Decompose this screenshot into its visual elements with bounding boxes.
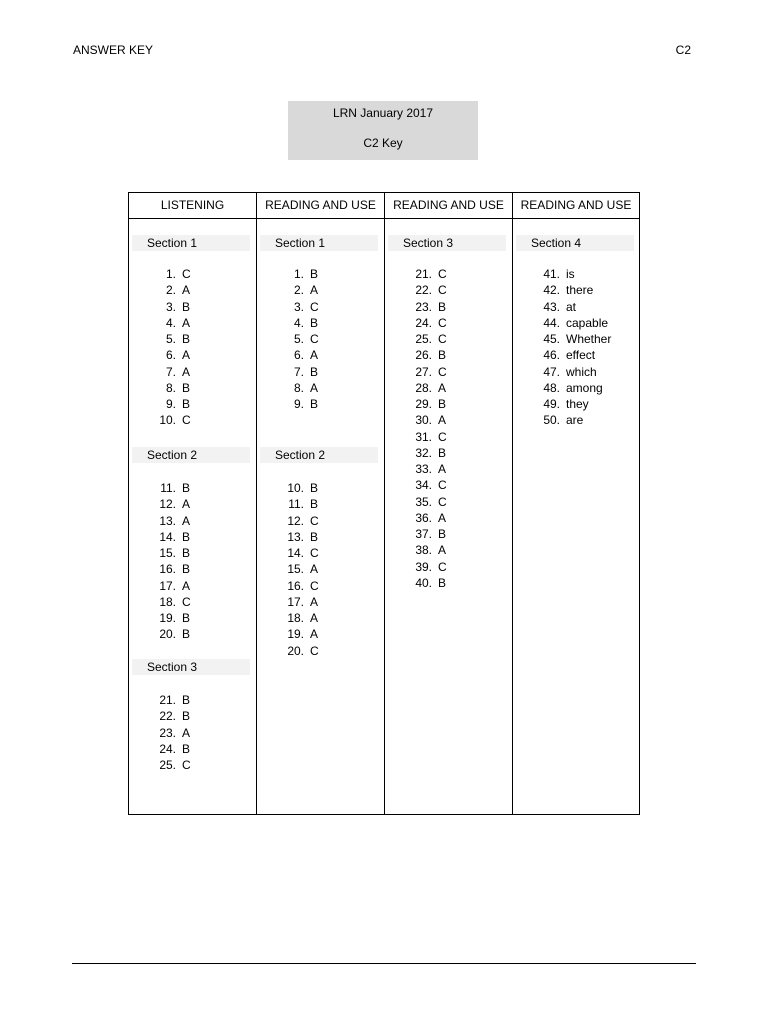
answer-row (129, 364, 249, 380)
question-number: 49. (543, 397, 560, 411)
answer-value: C (182, 758, 191, 772)
answer-row (129, 578, 249, 594)
question-number: 8. (293, 380, 304, 395)
answer-row (129, 331, 249, 347)
question-number: 10. (159, 413, 176, 428)
question-number: 6. (293, 348, 304, 363)
answer-value: C (438, 332, 447, 346)
answer-value: A (182, 578, 191, 593)
answer-value: C (438, 494, 447, 509)
answer-row (129, 561, 249, 577)
answer-row (257, 545, 377, 561)
answer-row (129, 266, 249, 282)
answer-row (257, 643, 377, 659)
answer-row (129, 757, 249, 773)
column-heading: READING AND USE (513, 193, 639, 219)
question-number: 16. (159, 562, 176, 577)
answer-list (513, 266, 633, 429)
answer-row (129, 396, 249, 412)
answer-row (385, 494, 505, 510)
answer-value: A (438, 380, 447, 395)
question-number: 12. (159, 497, 176, 512)
header-right-text: C2 (675, 43, 691, 57)
answer-row (257, 496, 377, 512)
answer-value: A (438, 413, 447, 428)
answer-value: A (438, 510, 447, 525)
answer-list (129, 266, 249, 429)
answer-row (513, 364, 633, 380)
question-number: 5. (293, 332, 304, 346)
question-number: 42. (543, 283, 560, 298)
answer-row (129, 529, 249, 545)
question-number: 46. (543, 348, 560, 363)
answer-row (513, 282, 633, 298)
answer-row (385, 315, 505, 331)
answer-row (385, 396, 505, 412)
answer-row (257, 315, 377, 331)
question-number: 4. (165, 315, 176, 330)
answer-row (129, 692, 249, 708)
answer-value: C (310, 332, 319, 346)
answer-value: which (566, 364, 597, 379)
question-number: 45. (543, 332, 560, 346)
answer-value: B (182, 546, 191, 560)
answer-row (129, 347, 249, 363)
answer-value: A (182, 315, 191, 330)
answer-row (257, 364, 377, 380)
answer-row (513, 380, 633, 396)
question-number: 50. (543, 413, 560, 428)
answer-value: A (310, 562, 319, 577)
answer-row (129, 513, 249, 529)
answer-row (129, 545, 249, 561)
answer-row (129, 610, 249, 626)
answer-value: A (438, 543, 447, 558)
answer-value: A (182, 364, 191, 379)
title-line-2: C2 Key (363, 136, 403, 150)
question-number: 1. (293, 267, 304, 281)
question-number: 21. (159, 693, 176, 707)
question-number: 23. (415, 299, 432, 314)
question-number: 26. (415, 348, 432, 363)
question-number: 48. (543, 380, 560, 395)
question-number: 13. (159, 513, 176, 528)
answer-value: B (182, 380, 191, 395)
question-number: 7. (293, 364, 304, 379)
answer-row (385, 575, 505, 591)
answer-value: B (182, 481, 191, 495)
answer-value: B (310, 481, 319, 495)
question-number: 40. (415, 575, 432, 590)
footer-divider (72, 963, 696, 964)
answer-row (129, 299, 249, 315)
answer-value: there (566, 283, 594, 298)
answer-value: B (182, 332, 191, 346)
question-number: 19. (287, 627, 304, 642)
answer-value: B (310, 364, 319, 379)
answer-row (257, 594, 377, 610)
answer-value: Whether (566, 332, 612, 346)
question-number: 31. (415, 429, 432, 444)
question-number: 29. (415, 397, 432, 411)
answer-value: B (182, 627, 191, 642)
answer-value: B (310, 267, 319, 281)
header-left-text: ANSWER KEY (73, 43, 154, 57)
answer-row (129, 741, 249, 757)
answer-row (257, 380, 377, 396)
column-heading: READING AND USE (257, 193, 384, 219)
answer-row (129, 380, 249, 396)
answer-value: B (182, 709, 191, 724)
question-number: 20. (287, 643, 304, 658)
answer-row (129, 496, 249, 512)
answer-row (385, 299, 505, 315)
question-number: 25. (415, 332, 432, 346)
question-number: 44. (543, 315, 560, 330)
answer-value: C (310, 643, 319, 658)
answer-row (513, 315, 633, 331)
answer-row (385, 559, 505, 575)
answer-value: B (182, 611, 191, 625)
answer-row (129, 725, 249, 741)
answer-value: B (438, 299, 447, 314)
answer-row (385, 542, 505, 558)
answer-row (385, 461, 505, 477)
answer-row (513, 331, 633, 347)
answer-row (385, 364, 505, 380)
answer-row (129, 282, 249, 298)
question-number: 14. (287, 546, 304, 560)
answer-row (257, 282, 377, 298)
answer-row (385, 282, 505, 298)
answer-value: A (182, 513, 191, 528)
answer-value: A (310, 283, 319, 298)
question-number: 13. (287, 529, 304, 544)
question-number: 14. (159, 529, 176, 544)
answer-value: C (438, 364, 447, 379)
question-number: 18. (287, 611, 304, 625)
question-number: 22. (415, 283, 432, 298)
section-label: Section 1 (260, 235, 378, 251)
answer-value: B (438, 445, 447, 460)
answer-row (385, 510, 505, 526)
question-number: 16. (287, 578, 304, 593)
answer-value: C (182, 267, 191, 281)
answer-value: A (182, 348, 191, 363)
column-reading-3 (513, 193, 639, 814)
answer-value: B (438, 348, 447, 363)
answer-value: B (182, 299, 191, 314)
question-number: 2. (293, 283, 304, 298)
answer-list (257, 266, 377, 412)
answer-row (129, 594, 249, 610)
question-number: 47. (543, 364, 560, 379)
answer-value: C (310, 578, 319, 593)
answer-value: A (310, 380, 319, 395)
question-number: 36. (415, 510, 432, 525)
answer-row (257, 480, 377, 496)
answer-value: at (566, 299, 577, 314)
answer-value: C (310, 513, 319, 528)
question-number: 10. (287, 481, 304, 495)
column-reading-2 (385, 193, 513, 814)
answer-row (257, 626, 377, 642)
answer-row (257, 299, 377, 315)
answer-row (129, 412, 249, 428)
question-number: 27. (415, 364, 432, 379)
answer-value: they (566, 397, 589, 411)
answer-row (257, 561, 377, 577)
answer-row (385, 347, 505, 363)
question-number: 34. (415, 478, 432, 493)
answer-value: B (182, 397, 191, 411)
answer-row (513, 412, 633, 428)
answer-value: C (438, 267, 447, 281)
answer-value: B (310, 529, 319, 544)
answer-row (513, 396, 633, 412)
answer-row (257, 529, 377, 545)
answer-value: are (566, 413, 584, 428)
answer-value: C (438, 478, 447, 493)
answer-value: A (182, 725, 191, 740)
answer-list (385, 266, 505, 591)
question-number: 25. (159, 758, 176, 772)
section-label: Section 1 (132, 235, 250, 251)
answer-value: C (310, 546, 319, 560)
question-number: 23. (159, 725, 176, 740)
column-reading-1 (257, 193, 385, 814)
answer-row (385, 412, 505, 428)
answer-list (129, 480, 249, 643)
answer-row (385, 429, 505, 445)
question-number: 35. (415, 494, 432, 509)
answer-row (129, 626, 249, 642)
question-number: 15. (287, 562, 304, 577)
answer-row (513, 266, 633, 282)
question-number: 7. (165, 364, 176, 379)
question-number: 24. (415, 315, 432, 330)
question-number: 3. (293, 299, 304, 314)
answer-key-table (128, 192, 640, 815)
answer-value: B (182, 741, 191, 756)
answer-row (385, 477, 505, 493)
question-number: 39. (415, 559, 432, 574)
answer-list (257, 480, 377, 659)
question-number: 32. (415, 445, 432, 460)
answer-row (129, 708, 249, 724)
question-number: 33. (415, 462, 432, 476)
answer-row (385, 526, 505, 542)
answer-row (129, 480, 249, 496)
section-label: Section 3 (132, 659, 250, 675)
answer-value: A (310, 594, 319, 609)
answer-value: B (182, 529, 191, 544)
answer-row (513, 299, 633, 315)
question-number: 12. (287, 513, 304, 528)
answer-row (257, 266, 377, 282)
answer-row (385, 266, 505, 282)
question-number: 4. (293, 315, 304, 330)
answer-value: C (310, 299, 319, 314)
answer-value: A (438, 462, 447, 476)
answer-row (129, 315, 249, 331)
answer-value: A (310, 627, 319, 642)
answer-row (385, 380, 505, 396)
question-number: 11. (288, 497, 304, 512)
answer-value: C (182, 594, 191, 609)
answer-value: B (310, 397, 319, 411)
answer-value: is (566, 267, 575, 281)
question-number: 6. (165, 348, 176, 363)
question-number: 17. (287, 594, 304, 609)
answer-value: B (182, 562, 191, 577)
question-number: 2. (165, 283, 176, 298)
answer-value: B (438, 575, 447, 590)
question-number: 20. (159, 627, 176, 642)
answer-row (385, 331, 505, 347)
answer-value: A (182, 283, 191, 298)
answer-list (129, 692, 249, 773)
section-label: Section 3 (388, 235, 506, 251)
section-label: Section 2 (132, 447, 250, 463)
question-number: 24. (159, 741, 176, 756)
question-number: 19. (159, 611, 176, 625)
question-number: 18. (159, 594, 176, 609)
answer-value: A (182, 497, 191, 512)
answer-value: A (310, 348, 319, 363)
answer-value: C (438, 559, 447, 574)
column-heading: READING AND USE (385, 193, 512, 219)
answer-value: capable (566, 315, 609, 330)
answer-value: B (182, 693, 191, 707)
question-number: 28. (415, 380, 432, 395)
question-number: 5. (165, 332, 176, 346)
column-listening (129, 193, 257, 814)
title-box (288, 101, 478, 160)
question-number: 11. (160, 481, 176, 495)
answer-row (257, 578, 377, 594)
question-number: 9. (165, 397, 176, 411)
answer-value: B (310, 315, 319, 330)
answer-value: B (438, 527, 447, 541)
question-number: 21. (415, 267, 432, 281)
answer-row (513, 347, 633, 363)
question-number: 8. (165, 380, 176, 395)
answer-value: C (438, 315, 447, 330)
question-number: 17. (159, 578, 176, 593)
answer-value: effect (566, 348, 596, 363)
question-number: 9. (293, 397, 304, 411)
answer-row (257, 347, 377, 363)
section-label: Section 2 (260, 447, 378, 463)
question-number: 1. (165, 267, 176, 281)
title-line-1: LRN January 2017 (332, 106, 434, 120)
answer-value: A (310, 611, 319, 625)
answer-value: B (438, 397, 447, 411)
answer-value: C (438, 283, 447, 298)
answer-row (257, 513, 377, 529)
answer-value: C (182, 413, 191, 428)
question-number: 37. (415, 527, 432, 541)
section-label: Section 4 (516, 235, 634, 251)
answer-value: among (566, 380, 603, 395)
column-heading: LISTENING (129, 193, 256, 219)
question-number: 22. (159, 709, 176, 724)
question-number: 30. (415, 413, 432, 428)
question-number: 41. (543, 267, 560, 281)
question-number: 3. (165, 299, 176, 314)
answer-row (257, 610, 377, 626)
answer-value: C (438, 429, 447, 444)
answer-row (385, 445, 505, 461)
answer-row (257, 396, 377, 412)
question-number: 43. (543, 299, 560, 314)
question-number: 38. (415, 543, 432, 558)
answer-row (257, 331, 377, 347)
answer-value: B (310, 497, 319, 512)
question-number: 15. (159, 546, 176, 560)
